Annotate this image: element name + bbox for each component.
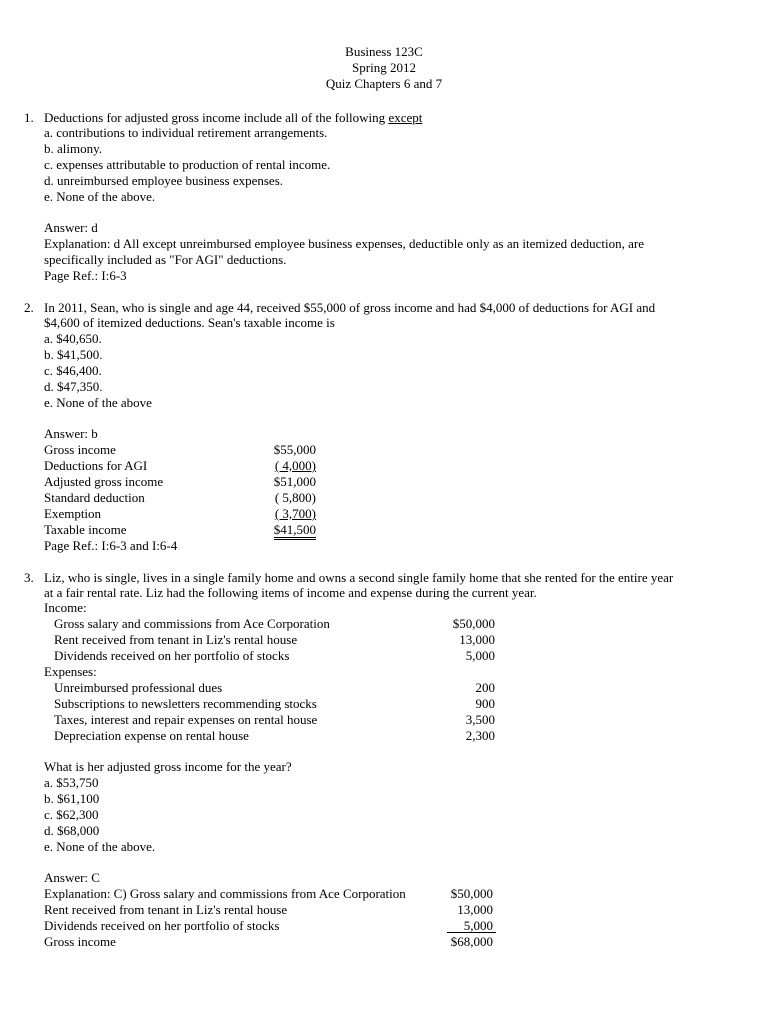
q1-explanation-cont: specifically included as "For AGI" deductions. xyxy=(44,252,287,267)
q3-income-label: Rent received from tenant in Liz's rental house xyxy=(54,632,298,647)
q1-explanation: Explanation: d All except unreimbursed employee business expenses, deductible only as an itemized deduction, are xyxy=(44,236,644,251)
q3-explanation-value: $50,000 xyxy=(450,886,493,901)
q1-option-c: c. expenses attributable to production of rental income. xyxy=(44,157,331,172)
q3-question: What is her adjusted gross income for the year? xyxy=(44,759,292,774)
q3-answer: Answer: C xyxy=(44,870,100,885)
q2-page-ref: Page Ref.: I:6-3 and I:6-4 xyxy=(44,538,178,553)
q3-income-label: Gross salary and commissions from Ace Corporation xyxy=(54,616,330,631)
q3-expense-label: Subscriptions to newsletters recommending stocks xyxy=(54,696,317,711)
q3-expense-value: 3,500 xyxy=(465,712,495,727)
q1-page-ref: Page Ref.: I:6-3 xyxy=(44,268,127,283)
q3-expense-label: Taxes, interest and repair expenses on rental house xyxy=(54,712,318,727)
q3-expense-value: 200 xyxy=(475,680,495,695)
q3-explanation-label: Rent received from tenant in Liz's rental house xyxy=(44,902,288,917)
q3-explanation-label: Gross income xyxy=(44,934,116,949)
q1-option-a: a. contributions to individual retirement arrangements. xyxy=(44,125,328,140)
q2-option-e: e. None of the above xyxy=(44,395,152,410)
q2-calc-value: ( 5,800) xyxy=(274,490,316,505)
q1-option-d: d. unreimbursed employee business expenses. xyxy=(44,173,284,188)
q2-stem-cont: $4,600 of itemized deductions. Sean's taxable income is xyxy=(44,315,335,330)
q2-option-c: c. $46,400. xyxy=(44,363,102,378)
q3-explanation-total: $68,000 xyxy=(450,934,493,949)
q1-stem: Deductions for adjusted gross income include all of the following except xyxy=(44,110,423,125)
q3-expense-label: Depreciation expense on rental house xyxy=(54,728,249,743)
q3-stem: Liz, who is single, lives in a single family home and owns a second single family home that she rented for the entire year xyxy=(44,570,674,585)
q3-expense-label: Unreimbursed professional dues xyxy=(54,680,223,695)
q3-income-value: 13,000 xyxy=(459,632,495,647)
q1-answer: Answer: d xyxy=(44,220,98,235)
q3-option-e: e. None of the above. xyxy=(44,839,156,854)
term: Spring 2012 xyxy=(352,60,416,75)
q3-option-c: c. $62,300 xyxy=(44,807,99,822)
q3-expenses-heading: Expenses: xyxy=(44,664,97,679)
q2-calc-label: Deductions for AGI xyxy=(44,458,148,473)
q2-calc-label: Taxable income xyxy=(44,522,127,537)
q3-option-d: d. $68,000 xyxy=(44,823,100,838)
q3-explanation-value: 5,000 xyxy=(463,918,493,933)
q3-expense-value: 2,300 xyxy=(465,728,495,743)
q2-option-b: b. $41,500. xyxy=(44,347,103,362)
q3-option-a: a. $53,750 xyxy=(44,775,99,790)
q3-number: 3. xyxy=(24,570,34,585)
q2-calc-label: Exemption xyxy=(44,506,102,521)
q3-income-heading: Income: xyxy=(44,600,87,615)
q2-calc-value: ( 3,700) xyxy=(274,506,316,521)
q2-calc-total: $41,500 xyxy=(236,522,316,538)
q2-calc-label: Adjusted gross income xyxy=(44,474,164,489)
q2-stem: In 2011, Sean, who is single and age 44, received $55,000 of gross income and had $4,000 of deductions for AGI and xyxy=(44,300,656,315)
q2-calc-value: $51,000 xyxy=(273,474,316,489)
q2-calc-value: $55,000 xyxy=(273,442,316,457)
q1-option-e: e. None of the above. xyxy=(44,189,156,204)
quiz-title: Quiz Chapters 6 and 7 xyxy=(325,76,443,91)
q3-expense-value: 900 xyxy=(475,696,495,711)
q3-explanation-label: Dividends received on her portfolio of stocks xyxy=(44,918,280,933)
q2-calc-label: Standard deduction xyxy=(44,490,145,505)
q2-option-d: d. $47,350. xyxy=(44,379,103,394)
q3-income-value: 5,000 xyxy=(465,648,495,663)
q2-calc-value: ( 4,000) xyxy=(274,458,316,473)
course-title: Business 123C xyxy=(345,44,423,59)
q3-explanation-label: Explanation: C) Gross salary and commissions from Ace Corporation xyxy=(44,886,406,901)
q3-option-b: b. $61,100 xyxy=(44,791,100,806)
q2-calc-label: Gross income xyxy=(44,442,116,457)
q3-income-value: $50,000 xyxy=(452,616,495,631)
q2-answer: Answer: b xyxy=(44,426,98,441)
q1-option-b: b. alimony. xyxy=(44,141,103,156)
q2-option-a: a. $40,650. xyxy=(44,331,102,346)
q2-number: 2. xyxy=(24,300,34,315)
q3-explanation-value: 13,000 xyxy=(457,902,493,917)
q3-sum-rule xyxy=(447,932,496,933)
q3-income-label: Dividends received on her portfolio of stocks xyxy=(54,648,290,663)
q3-stem-cont: at a fair rental rate. Liz had the following items of income and expense during the current year. xyxy=(44,585,537,600)
q1-number: 1. xyxy=(24,110,34,125)
